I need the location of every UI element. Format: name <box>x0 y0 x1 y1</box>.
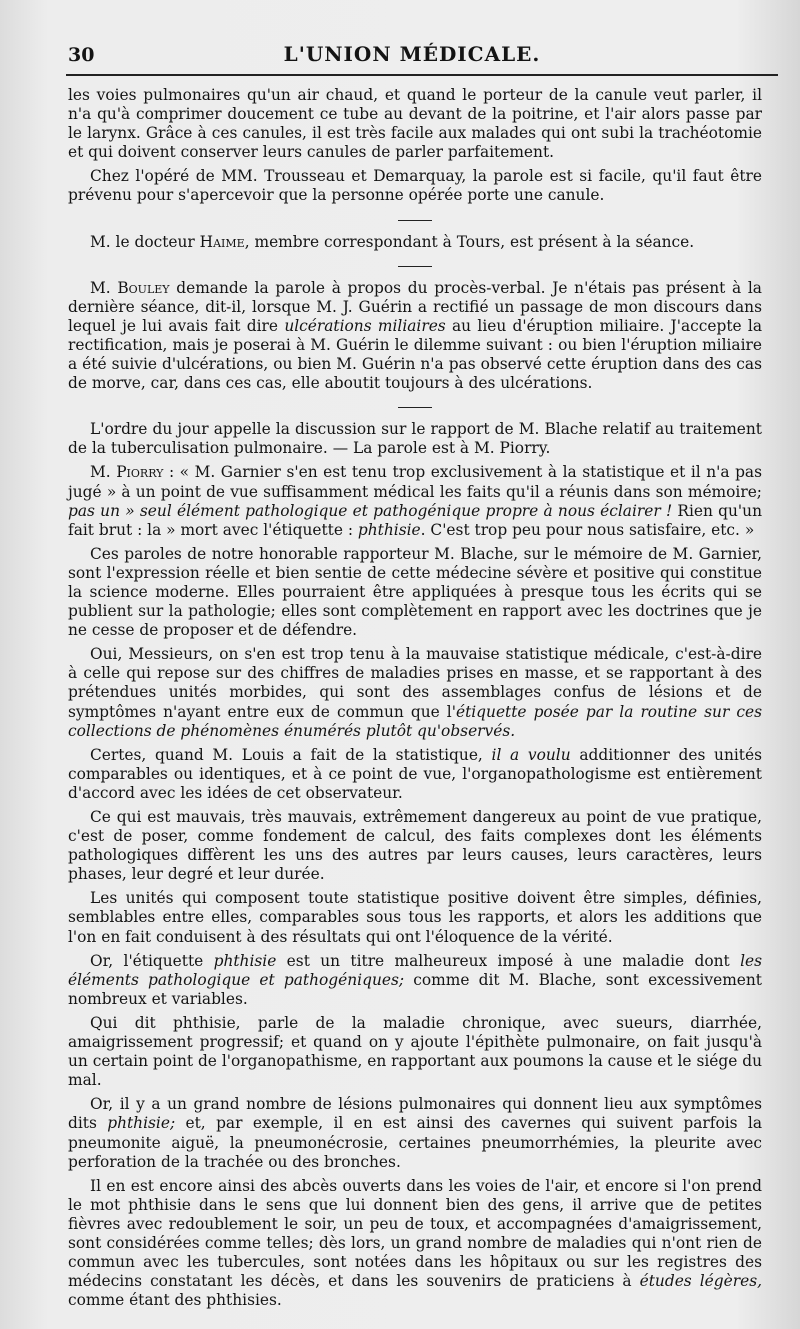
paragraph: Certes, quand M. Louis a fait de la statistique, il a voulu additionner des unités comparables ou identiques, et à ce point de vue, l'organopathologisme est entièrement d'accord avec les idées de cet observateur. <box>68 745 762 802</box>
running-title: L'UNION MÉDICALE. <box>283 42 541 66</box>
page-header <box>66 36 758 76</box>
section-separator <box>398 407 432 408</box>
member-name: Bouley <box>117 278 170 297</box>
paragraph: Oui, Messieurs, on s'en est trop tenu à la mauvaise statistique médicale, c'est-à-dire à celle qui repose sur des chiffres de maladies prises en masse, et se rapportant à des prétendues unités morbides, qui sont des assemblages confus de lésions et de symptômes n'ayant entre eux de commun que l'étiquette posée par la routine sur ces collections de phénomènes énumérés plutôt qu'observés. <box>68 645 762 740</box>
paragraph: Les unités qui composent toute statistique positive doivent être simples, définies, semblables entre elles, comparables sous tous les rapports, et alors les additions que l'on en fait conduisent à des résultats qui ont l'éloquence de la vérité. <box>68 889 762 946</box>
page-number: 30 <box>68 44 95 66</box>
paragraph: M. Piorry : « M. Garnier s'en est tenu trop exclusivement à la statistique et il n'a pas jugé » à un point de vue suffisamment médical les faits qu'il a réunis dans son mémoire; pas un » seul élément pathologique et pathogénique propre à nous éclairer ! Rien qu'un fait brut : la » mort avec l'étiquette : phthisie. C'est trop peu pour nous satisfaire, etc. » <box>68 463 762 539</box>
paragraph: les voies pulmonaires qu'un air chaud, et quand le porteur de la canule veut parler, il n'a qu'à comprimer doucement ce tube au devant de la poitrine, et l'air alors passe par le larynx. Grâce à ces canules, il est très facile aux malades qui ont subi la trachéotomie et qui doivent conserver leurs canules de parler parfaitement. <box>68 86 762 162</box>
paragraph: Or, il y a un grand nombre de lésions pulmonaires qui donnent lieu aux symptômes dits phthisie; et, par exemple, il en est ainsi des cavernes qui suivent parfois la pneumonite aiguë, la pneumonécrosie, certaines pneumorrhémies, la pleurite avec perforation de la trachée ou des bronches. <box>68 1095 763 1171</box>
paragraph: Chez l'opéré de MM. Trousseau et Demarquay, la parole est si facile, qu'il faut être prévenu pour s'apercevoir que la personne opérée porte une canule. <box>68 167 762 205</box>
paragraph: L'ordre du jour appelle la discussion sur le rapport de M. Blache relatif au traitement de la tuberculisation pulmonaire. — La parole est à M. Piorry. <box>68 420 762 458</box>
paragraph: Or, l'étiquette phthisie est un titre malheureux imposé à une maladie dont les éléments pathologique et pathogéniques; comme dit M. Blache, sont excessivement nombreux et variables. <box>68 951 762 1008</box>
paragraph: M. Bouley demande la parole à propos du procès-verbal. Je n'étais pas présent à la dernière séance, dit-il, lorsque M. J. Guérin a rectifié un passage de mon discours dans lequel je lui avais fait dire ulcérations miliaires au lieu d'éruption miliaire. J'accepte la rectification, mais je poserai à M. Guérin le dilemme suivant : ou bien l'éruption miliaire a été suivie d'ulcérations, ou bien M. Guérin n'a pas observé cette éruption dans des cas de morve, car, dans ces cas, elle aboutit toujours à des ulcérations. <box>68 278 763 393</box>
section-separator <box>398 266 432 267</box>
section-separator <box>398 220 432 221</box>
paragraph: M. le docteur Haime, membre correspondant à Tours, est présent à la séance. <box>90 232 695 251</box>
paragraph: Ces paroles de notre honorable rapporteur M. Blache, sur le mémoire de M. Garnier, sont l'expression réelle et bien sentie de cette médecine sévère et positive qui constitue la science moderne. Elles pourraient être appliquées à presque tous les écrits qui se publient sur la pathologie; elles sont complètement en rapport avec les doctrines que je ne cesse de proposer et de défendre. <box>68 544 762 640</box>
paragraph: Il en est encore ainsi des abcès ouverts dans les voies de l'air, et encore si l'on prend le mot phthisie dans le sens que lui donnent bien des gens, il arrive que de petites fièvres avec redoublement le soir, un peu de toux, et accompagnées d'amaigrissement, sont considérées comme telles; dès lors, un grand nombre de maladies qui n'ont rien de commun avec les tubercules, sont notées dans les hôpitaux ou sur les registres des médecins constatant les décès, et dans les souvenirs de praticiens à études légères, comme étant des phthisies. <box>68 1176 763 1310</box>
member-name: Piorry <box>116 463 164 482</box>
paragraph: Qui dit phthisie, parle de la maladie chronique, avec sueurs, diarrhée, amaigrissement progressif; et quand on y ajoute l'épithète pulmonaire, on fait jusqu'à un certain point de l'organopathisme, en rapportant aux poumons la cause et le siége du mal. <box>68 1013 762 1090</box>
body-text <box>68 86 762 1315</box>
header-rule <box>66 74 778 76</box>
paragraph: Ce qui est mauvais, très mauvais, extrêmement dangereux au point de vue pratique, c'est de poser, comme fondement de calcul, des faits complexes dont les éléments pathologiques diffèrent les uns des autres par leurs causes, leurs caractères, leurs phases, leur degré et leur durée. <box>68 808 762 884</box>
member-name: Haime <box>199 232 245 251</box>
